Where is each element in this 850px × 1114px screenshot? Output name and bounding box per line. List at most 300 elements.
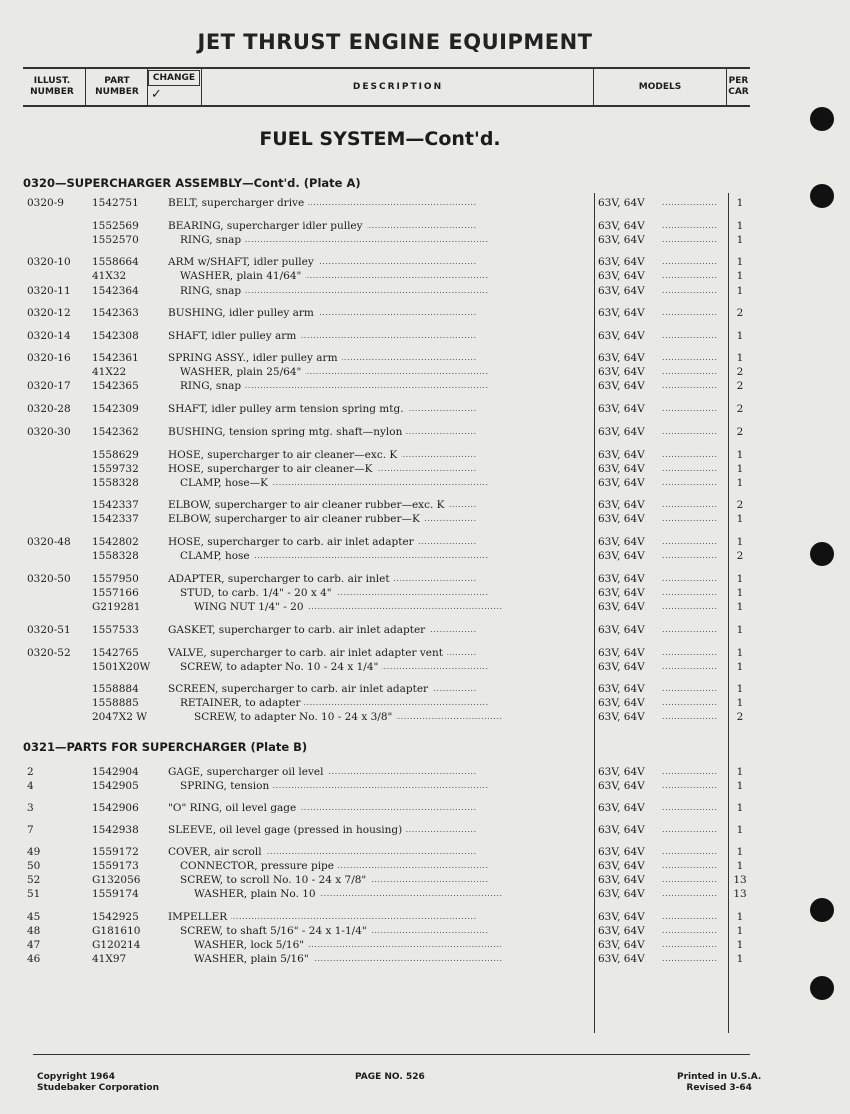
table-row (0, 660, 760, 674)
leader-dots: . . . . . . . . . . . . . . . . . . (662, 308, 717, 317)
description-text: BUSHING, idler pulley arm (168, 307, 318, 319)
description-text: HOSE, supercharger to air cleaner—exc. K (168, 449, 401, 461)
part-number: 1558885 (92, 697, 139, 709)
description-text: RING, snap (180, 234, 245, 246)
part-number: G120214 (92, 939, 141, 951)
illust-number: 2 (27, 766, 34, 778)
per-header-line1: PER (728, 76, 749, 86)
table-row (0, 859, 760, 873)
illust-number: 0320-10 (27, 256, 71, 268)
models-cell: 63V, 64V (598, 925, 645, 937)
description-cell (180, 269, 588, 283)
per-car-cell: 1 (736, 352, 744, 364)
description-cell (180, 365, 588, 379)
description-text: WASHER, plain 5/16" (194, 953, 313, 965)
leader-dots: . . . . . . . . . . . . . . . . . . (662, 331, 717, 340)
table-row (0, 402, 760, 416)
leader-dots: . . . . . . . . . . . . . . . . . . (662, 514, 717, 523)
group-header-0321: 0321—PARTS FOR SUPERCHARGER (Plate B) (23, 740, 308, 754)
part-number: 1501X20W (92, 661, 151, 673)
table-row (0, 952, 760, 966)
description-text: SCREW, to adapter No. 10 - 24 x 3/8" (194, 711, 396, 723)
illust-number: 7 (27, 824, 34, 836)
per-car-cell: 1 (736, 330, 744, 342)
table-row (0, 476, 760, 490)
per-car-cell: 1 (736, 234, 744, 246)
description-cell (168, 306, 588, 320)
table-row (0, 682, 760, 696)
description-text: CLAMP, hose—K (180, 477, 272, 489)
part-number: 1542938 (92, 824, 139, 836)
description-cell (168, 351, 588, 365)
models-cell: 63V, 64V (598, 911, 645, 923)
description-text: BELT, supercharger drive (168, 197, 308, 209)
description-text: GAGE, supercharger oil level (168, 766, 327, 778)
description-text: SLEEVE, oil level gage (pressed in housing) (168, 824, 406, 836)
models-cell: 63V, 64V (598, 285, 645, 297)
table-row (0, 269, 760, 283)
models-cell: 63V, 64V (598, 307, 645, 319)
models-cell: 63V, 64V (598, 587, 645, 599)
illust-number-header (23, 69, 81, 105)
models-cell: 63V, 64V (598, 874, 645, 886)
leader-dots: . . . . . . . . . . . . . . . . . . (662, 781, 717, 790)
table-row (0, 779, 760, 793)
models-cell: 63V, 64V (598, 463, 645, 475)
per-car-cell: 1 (736, 647, 744, 659)
part-number: 1542364 (92, 285, 139, 297)
models-cell: 63V, 64V (598, 256, 645, 268)
models-cell: 63V, 64V (598, 449, 645, 461)
description-cell (168, 329, 588, 343)
per-car-cell: 1 (736, 953, 744, 965)
part-number: 1542309 (92, 403, 139, 415)
part-number: 1552570 (92, 234, 139, 246)
per-car-cell: 1 (736, 683, 744, 695)
description-cell (168, 196, 588, 210)
leader-dots: . . . . . . . . . . . . . . . . . . (662, 861, 717, 870)
description-cell (180, 859, 588, 873)
page-title: JET THRUST ENGINE EQUIPMENT (197, 30, 593, 54)
binder-hole-icon (810, 184, 834, 208)
table-row (0, 823, 760, 837)
description-cell (168, 498, 588, 512)
leader-dots: . . . . . . . . . . . . . . . . . . (662, 912, 717, 921)
part-number: G132056 (92, 874, 141, 886)
leader-dots: . . . . . . . . . . . . . . . . . . (662, 450, 717, 459)
models-cell: 63V, 64V (598, 661, 645, 673)
column-header (23, 67, 750, 107)
table-row (0, 910, 760, 924)
models-cell: 63V, 64V (598, 939, 645, 951)
leader-dots: . . . . . . . . . . . . . . . . . . (662, 500, 717, 509)
leader-dots: . . . . . . . . . . . . . . . . . . (662, 537, 717, 546)
per-car-cell: 1 (736, 697, 744, 709)
change-check-icon: ✓ (151, 87, 162, 102)
part-number: 41X32 (92, 270, 127, 282)
leader-dots: . . . . . . . . . . . . . . . . . . (662, 684, 717, 693)
per-car-cell: 1 (736, 780, 744, 792)
per-car-cell: 1 (736, 860, 744, 872)
leader-dots: . . . . . . . . . . . . . . . . . . (662, 588, 717, 597)
part-number: 41X97 (92, 953, 127, 965)
per-car-cell: 1 (736, 220, 744, 232)
description-text: RETAINER, to adapter (180, 697, 304, 709)
illust-number: 47 (27, 939, 41, 951)
illust-number: 50 (27, 860, 41, 872)
description-text: ARM w/SHAFT, idler pulley (168, 256, 318, 268)
illust-number: 0320-9 (27, 197, 64, 209)
per-car-cell: 2 (736, 307, 744, 319)
per-car-cell: 2 (736, 550, 744, 562)
per-car-cell: 1 (736, 939, 744, 951)
copyright (37, 1072, 159, 1094)
leader-dots: . . . . . . . . . . . . . . . . . . (662, 602, 717, 611)
per-car-cell: 1 (736, 536, 744, 548)
leader-dots: . . . . . . . . . . . . . . . . . . (662, 198, 717, 207)
table-row (0, 535, 760, 549)
table-row (0, 365, 760, 379)
models-cell: 63V, 64V (598, 513, 645, 525)
models-cell: 63V, 64V (598, 573, 645, 585)
per-car-cell: 1 (736, 285, 744, 297)
description-text: SCREEN, supercharger to carb. air inlet adapter (168, 683, 432, 695)
per-car-cell: 1 (736, 802, 744, 814)
printed-line1: Printed in U.S.A. (677, 1072, 762, 1082)
part-header-line2: NUMBER (95, 87, 139, 97)
description-text: ADAPTER, supercharger to carb. air inlet (168, 573, 394, 585)
part-number: 2047X2 W (92, 711, 148, 723)
models-cell: 63V, 64V (598, 802, 645, 814)
table-row (0, 512, 760, 526)
per-car-cell: 1 (736, 256, 744, 268)
leader-dots: . . . . . . . . . . . . . . . . . . (662, 648, 717, 657)
group-header-0320: 0320—SUPERCHARGER ASSEMBLY—Cont'd. (Plate A) (23, 176, 361, 190)
leader-dots: . . . . . . . . . . . . . . . . . . (662, 381, 717, 390)
illust-number: 0320-11 (27, 285, 71, 297)
models-cell: 63V, 64V (598, 234, 645, 246)
description-cell (180, 549, 588, 563)
part-number: G181610 (92, 925, 141, 937)
per-car-cell: 1 (736, 766, 744, 778)
leader-dots: . . . . . . . . . . . . . . . . . . (662, 271, 717, 280)
table-row (0, 938, 760, 952)
per-car-cell: 1 (736, 513, 744, 525)
table-row (0, 765, 760, 779)
leader-dots: . . . . . . . . . . . . . . . . . . (662, 767, 717, 776)
table-row (0, 710, 760, 724)
models-cell: 63V, 64V (598, 380, 645, 392)
models-cell: 63V, 64V (598, 220, 645, 232)
description-cell (168, 572, 588, 586)
description-cell (194, 600, 588, 614)
leader-dots: . . . . . . . . . . . . . . . . . . (662, 825, 717, 834)
page-number: PAGE NO. 526 (355, 1072, 425, 1082)
leader-dots: . . . . . . . . . . . . . . . . . . (662, 926, 717, 935)
models-cell: 63V, 64V (598, 330, 645, 342)
per-car-cell: 1 (736, 270, 744, 282)
description-text: WING NUT 1/4" - 20 (194, 601, 308, 613)
part-number: 1558664 (92, 256, 139, 268)
part-number: 1542765 (92, 647, 139, 659)
description-cell (168, 765, 588, 779)
illust-number: 51 (27, 888, 41, 900)
description-text: SCREW, to adapter No. 10 - 24 x 1/4" (180, 661, 382, 673)
illust-number: 46 (27, 953, 41, 965)
part-number: G219281 (92, 601, 141, 613)
description-cell (180, 779, 588, 793)
table-row (0, 887, 760, 901)
illust-number: 0320-28 (27, 403, 71, 415)
models-cell: 63V, 64V (598, 426, 645, 438)
part-number: 1557533 (92, 624, 139, 636)
leader-dots: . . . . . . . . . . . . . . . . . . (662, 847, 717, 856)
per-car-cell: 13 (733, 874, 747, 886)
table-row (0, 425, 760, 439)
description-cell (180, 379, 588, 393)
leader-dots: . . . . . . . . . . . . . . . . . . (662, 712, 717, 721)
models-cell: 63V, 64V (598, 683, 645, 695)
per-car-cell: 2 (736, 426, 744, 438)
binder-hole-icon (810, 107, 834, 131)
models-cell: 63V, 64V (598, 403, 645, 415)
binder-hole-icon (810, 542, 834, 566)
table-row (0, 196, 760, 210)
description-text: BEARING, supercharger idler pulley (168, 220, 367, 232)
part-number: 1558328 (92, 550, 139, 562)
description-header: DESCRIPTION (352, 81, 444, 92)
description-text: RING, snap (180, 380, 245, 392)
table-row (0, 549, 760, 563)
description-cell (168, 682, 588, 696)
table-row (0, 801, 760, 815)
models-cell: 63V, 64V (598, 647, 645, 659)
illust-number: 52 (27, 874, 41, 886)
description-cell (194, 710, 588, 724)
description-cell (168, 448, 588, 462)
per-car-cell: 2 (736, 366, 744, 378)
binder-hole-icon (810, 976, 834, 1000)
description-text: STUD, to carb. 1/4" - 20 x 4" (180, 587, 336, 599)
per-car-cell: 1 (736, 846, 744, 858)
table-row (0, 572, 760, 586)
leader-dots: . . . . . . . . . . . . . . . . . . (662, 478, 717, 487)
models-cell: 63V, 64V (598, 624, 645, 636)
leader-dots: . . . . . . . . . . . . . . . . . . (662, 551, 717, 560)
part-number-header (87, 69, 147, 105)
per-car-cell: 1 (736, 463, 744, 475)
description-text: RING, snap (180, 285, 245, 297)
description-cell (168, 219, 588, 233)
leader-dots: . . . . . . . . . . . . . . . . . . (662, 353, 717, 362)
part-number: 1542337 (92, 513, 139, 525)
illust-number: 0320-16 (27, 352, 71, 364)
table-row (0, 646, 760, 660)
description-cell (180, 924, 588, 938)
part-number: 1542362 (92, 426, 139, 438)
illust-number: 0320-14 (27, 330, 71, 342)
per-car-cell: 1 (736, 824, 744, 836)
leader-dots: . . . . . . . . . . . . . . . . . . (662, 662, 717, 671)
copyright-line1: Copyright 1964 (37, 1072, 115, 1082)
description-text: BUSHING, tension spring mtg. shaft—nylon (168, 426, 406, 438)
models-cell: 63V, 64V (598, 197, 645, 209)
description-text: HOSE, supercharger to air cleaner—K (168, 463, 377, 475)
description-cell (180, 586, 588, 600)
description-cell (168, 535, 588, 549)
per-car-cell: 1 (736, 624, 744, 636)
part-number: 1542925 (92, 911, 139, 923)
leader-dots: . . . . . . . . . . . . . . . . . . (662, 404, 717, 413)
part-header-line1: PART (104, 76, 130, 86)
illust-number: 4 (27, 780, 34, 792)
leader-dots: . . . . . . . . . . . . . . . . . . (662, 889, 717, 898)
part-number: 1559172 (92, 846, 139, 858)
description-cell (168, 801, 588, 815)
per-car-cell: 2 (736, 499, 744, 511)
table-row (0, 306, 760, 320)
models-cell: 63V, 64V (598, 824, 645, 836)
description-cell (168, 402, 588, 416)
per-car-header (727, 69, 750, 105)
table-row (0, 924, 760, 938)
leader-dots: . . . . . . . . . . . . . . . . . . (662, 235, 717, 244)
printed-info (677, 1072, 761, 1094)
table-row (0, 448, 760, 462)
description-cell (194, 938, 588, 952)
part-number: 41X22 (92, 366, 127, 378)
description-cell (194, 952, 588, 966)
description-cell (168, 646, 588, 660)
table-row (0, 498, 760, 512)
leader-dots: . . . . . . . . . . . . . . . . . . (662, 625, 717, 634)
copyright-line2: Studebaker Corporation (37, 1083, 160, 1093)
table-row (0, 600, 760, 614)
models-cell: 63V, 64V (598, 536, 645, 548)
description-text: WASHER, plain No. 10 (194, 888, 320, 900)
description-text: IMPELLER (168, 911, 231, 923)
part-number: 1542802 (92, 536, 139, 548)
illust-number: 0320-12 (27, 307, 71, 319)
description-text: WASHER, plain 41/64" (180, 270, 305, 282)
part-number: 1559174 (92, 888, 139, 900)
description-text: SHAFT, idler pulley arm (168, 330, 300, 342)
models-cell: 63V, 64V (598, 601, 645, 613)
illust-number: 48 (27, 925, 41, 937)
description-text: WASHER, lock 5/16" (194, 939, 308, 951)
leader-dots: . . . . . . . . . . . . . . . . . . (662, 257, 717, 266)
part-number: 1542906 (92, 802, 139, 814)
leader-dots: . . . . . . . . . . . . . . . . . . (662, 954, 717, 963)
table-row (0, 379, 760, 393)
table-row (0, 586, 760, 600)
description-text: HOSE, supercharger to carb. air inlet adapter (168, 536, 418, 548)
illust-number: 0320-48 (27, 536, 71, 548)
part-number: 1557166 (92, 587, 139, 599)
illust-number: 0320-17 (27, 380, 71, 392)
illust-number: 3 (27, 802, 34, 814)
description-text: "O" RING, oil level gage (168, 802, 300, 814)
leader-dots: . . . . . . . . . . . . . . . . . . (662, 875, 717, 884)
printed-line2: Revised 3-64 (686, 1083, 752, 1093)
table-row (0, 284, 760, 298)
table-row (0, 623, 760, 637)
models-cell: 63V, 64V (598, 270, 645, 282)
per-car-cell: 2 (736, 380, 744, 392)
description-text: CLAMP, hose (180, 550, 254, 562)
illust-number: 49 (27, 846, 41, 858)
table-row (0, 233, 760, 247)
part-number: 1558328 (92, 477, 139, 489)
illust-number: 0320-50 (27, 573, 71, 585)
part-number: 1542751 (92, 197, 139, 209)
per-car-cell: 1 (736, 197, 744, 209)
table-row (0, 462, 760, 476)
description-text: SPRING, tension (180, 780, 273, 792)
illust-number: 45 (27, 911, 41, 923)
description-text: COVER, air scroll (168, 846, 266, 858)
per-car-cell: 13 (733, 888, 747, 900)
part-number: 1542905 (92, 780, 139, 792)
part-number: 1557950 (92, 573, 139, 585)
per-car-cell: 1 (736, 661, 744, 673)
part-number: 1542363 (92, 307, 139, 319)
table-row (0, 219, 760, 233)
leader-dots: . . . . . . . . . . . . . . . . . . (662, 940, 717, 949)
per-car-cell: 1 (736, 573, 744, 585)
description-cell (168, 462, 588, 476)
leader-dots: . . . . . . . . . . . . . . . . . . (662, 574, 717, 583)
description-cell (168, 910, 588, 924)
per-car-cell: 1 (736, 587, 744, 599)
description-cell (168, 425, 588, 439)
part-number: 1559732 (92, 463, 139, 475)
per-car-cell: 1 (736, 601, 744, 613)
description-cell (168, 845, 588, 859)
description-cell (180, 233, 588, 247)
models-cell: 63V, 64V (598, 711, 645, 723)
description-cell (180, 476, 588, 490)
models-cell: 63V, 64V (598, 780, 645, 792)
description-text: CONNECTOR, pressure pipe (180, 860, 338, 872)
description-text: SCREW, to scroll No. 10 - 24 x 7/8" (180, 874, 370, 886)
illust-number: 0320-30 (27, 426, 71, 438)
models-cell: 63V, 64V (598, 953, 645, 965)
models-cell: 63V, 64V (598, 697, 645, 709)
part-number: 1542365 (92, 380, 139, 392)
per-car-cell: 2 (736, 403, 744, 415)
description-text: VALVE, supercharger to carb. air inlet adapter vent (168, 647, 447, 659)
description-cell (194, 887, 588, 901)
per-car-cell: 1 (736, 911, 744, 923)
description-cell (180, 696, 588, 710)
models-cell: 63V, 64V (598, 860, 645, 872)
per-car-cell: 1 (736, 925, 744, 937)
part-number: 1542361 (92, 352, 139, 364)
table-row (0, 845, 760, 859)
binder-hole-icon (810, 898, 834, 922)
models-cell: 63V, 64V (598, 766, 645, 778)
models-cell: 63V, 64V (598, 846, 645, 858)
illust-number: 0320-52 (27, 647, 71, 659)
table-row (0, 696, 760, 710)
table-row (0, 873, 760, 887)
description-text: SCREW, to shaft 5/16" - 24 x 1-1/4" (180, 925, 371, 937)
description-cell (168, 512, 588, 526)
leader-dots: . . . . . . . . . . . . . . . . . . (662, 464, 717, 473)
per-car-cell: 1 (736, 477, 744, 489)
leader-dots: . . . . . . . . . . . . . . . . . . (662, 698, 717, 707)
